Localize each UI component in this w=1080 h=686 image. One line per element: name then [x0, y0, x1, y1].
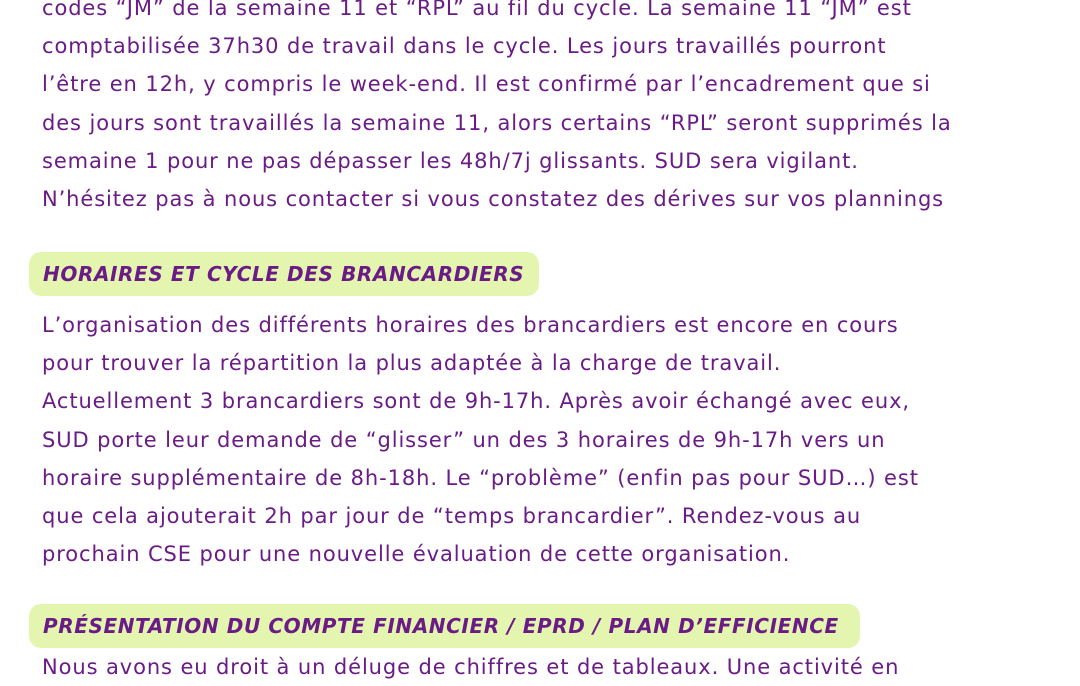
text-line: semaine 1 pour ne pas dépasser les 48h/7j glissants. SUD sera vigilant.	[42, 148, 859, 173]
text-line: l’être en 12h, y compris le week-end. Il est confirmé par l’encadrement que si	[42, 72, 931, 97]
paragraph-compte-financier	[42, 648, 1052, 686]
text-line: N’hésitez pas à nous contacter si vous constatez des dérives sur vos plannings	[42, 187, 945, 212]
text-line: SUD porte leur demande de “glisser” un des 3 horaires de 9h-17h vers un	[42, 427, 886, 452]
text-line: horaire supplémentaire de 8h-18h. Le “problème” (enfin pas pour SUD…) est	[42, 465, 919, 490]
text-line: des jours sont travaillés la semaine 11, alors certains “RPL” seront supprimés la	[42, 110, 952, 135]
section-heading-text: PRÉSENTATION DU COMPTE FINANCIER / EPRD / PLAN D’EFFICIENCE	[43, 614, 839, 638]
text-line: comptabilisée 37h30 de travail dans le cycle. Les jours travaillés pourront	[42, 34, 887, 59]
text-line: L’organisation des différents horaires des brancardiers est encore en cours	[42, 313, 899, 337]
text-line: que cela ajouterait 2h par jour de “temps brancardier”. Rendez-vous au	[42, 504, 862, 529]
paragraph-plannings	[42, 0, 1052, 218]
text-line: Nous avons eu droit à un déluge de chiffres et de tableaux. Une activité en	[42, 655, 900, 679]
section-heading-brancardiers	[29, 252, 539, 296]
text-line: Actuellement 3 brancardiers sont de 9h-17h. Après avoir échangé avec eux,	[42, 389, 910, 414]
section-heading-compte-financier	[29, 604, 860, 648]
text-line: codes “JM” de la semaine 11 et “RPL” au fil du cycle. La semaine 11 “JM” est	[42, 0, 912, 20]
text-line: pour trouver la répartition la plus adaptée à la charge de travail.	[42, 351, 782, 376]
paragraph-brancardiers	[42, 306, 1052, 573]
text-line: prochain CSE pour une nouvelle évaluation de cette organisation.	[42, 542, 791, 567]
section-heading-text: HORAIRES ET CYCLE DES BRANCARDIERS	[43, 262, 525, 286]
